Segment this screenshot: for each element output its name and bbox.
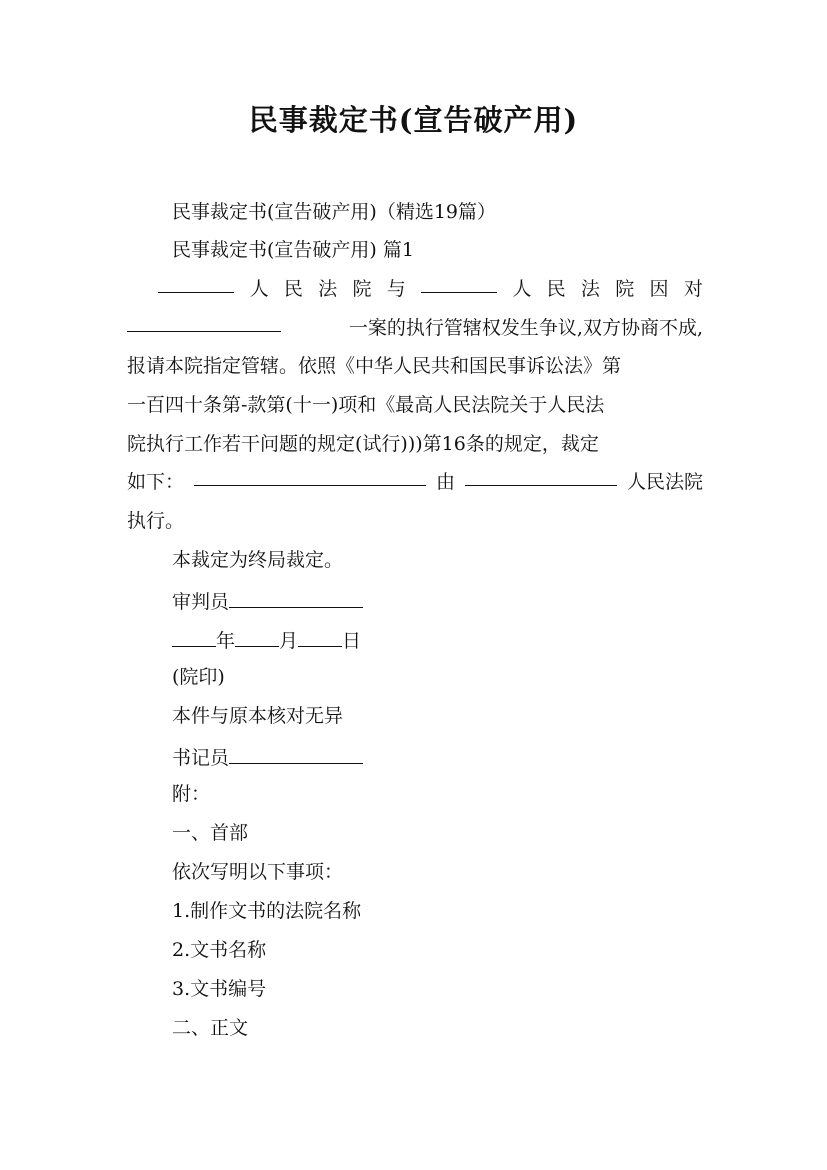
- section-two-heading: 二、正文: [172, 1017, 249, 1039]
- paragraph-char: 与: [386, 278, 406, 300]
- judge-signature-blank: [229, 585, 363, 608]
- paragraph-char: 院: [352, 278, 372, 300]
- paragraph-char: 院: [615, 278, 635, 300]
- court-seal-note: (院印): [172, 666, 225, 688]
- year-blank: [172, 624, 216, 647]
- paragraph-char: 因: [649, 278, 669, 300]
- paragraph-text: 院执行工作若干问题的规定(试行)))第16条的规定，裁定: [127, 432, 599, 455]
- instructions-text: 依次写明以下事项：: [172, 861, 344, 883]
- paragraph-line-5: [127, 425, 703, 464]
- paragraph-text: 如下：: [127, 471, 185, 494]
- ruling-blank-2: [465, 463, 617, 486]
- section-heading: 民事裁定书(宣告破产用) 篇1: [172, 239, 414, 261]
- list-item: 3.文书编号: [172, 978, 267, 1000]
- paragraph-char: 人: [512, 278, 532, 300]
- paragraph-text: 报请本院指定管辖。依照《中华人民共和国民事诉讼法》第: [127, 355, 622, 378]
- year-label: 年: [216, 630, 236, 652]
- paragraph-line-3: [127, 347, 703, 386]
- document-title: 民事裁定书(宣告破产用): [248, 103, 579, 137]
- ruling-blank-1: [194, 463, 426, 486]
- clerk-line: [172, 741, 363, 772]
- paragraph-text: 执行。: [127, 510, 185, 533]
- day-blank: [298, 624, 342, 647]
- month-blank: [235, 624, 279, 647]
- document-subtitle: 民事裁定书(宣告破产用)（精选19篇）: [172, 201, 497, 223]
- paragraph-char: 人: [249, 278, 269, 300]
- paragraph-char: 对: [683, 278, 703, 300]
- court-blank-1: [158, 270, 234, 293]
- paragraph-text: 一案的执行管辖权发生争议,双方协商不成,: [348, 316, 703, 339]
- final-ruling: 本裁定为终局裁定。: [172, 549, 344, 571]
- clerk-signature-blank: [229, 741, 363, 764]
- month-label: 月: [279, 630, 299, 652]
- paragraph-line-1: [127, 270, 703, 309]
- paragraph-char: 民: [546, 278, 566, 300]
- judge-line: [172, 585, 363, 616]
- day-label: 日: [342, 630, 362, 652]
- paragraph-text: 由: [435, 471, 455, 494]
- paragraph-line-4: [127, 386, 703, 425]
- paragraph-text: 一百四十条第-款第(十一)项和《最高人民法院关于人民法: [127, 394, 605, 417]
- date-line: [172, 624, 361, 655]
- paragraph-text: 人民法院: [626, 471, 703, 494]
- clerk-label: 书记员: [172, 747, 230, 769]
- paragraph-char: 法: [318, 278, 338, 300]
- paragraph-line-7: [127, 502, 703, 541]
- verification-note: 本件与原本核对无异: [172, 705, 344, 727]
- paragraph-line-6: [127, 463, 703, 502]
- appendix-label: 附：: [172, 783, 211, 805]
- case-blank: [127, 309, 281, 332]
- judge-label: 审判员: [172, 591, 230, 613]
- list-item: 2.文书名称: [172, 939, 267, 961]
- paragraph-char: 法: [580, 278, 600, 300]
- paragraph-line-2: [127, 309, 703, 348]
- section-one-heading: 一、首部: [172, 822, 249, 844]
- ruling-paragraph: [127, 270, 703, 541]
- court-blank-2: [421, 270, 497, 293]
- list-item: 1.制作文书的法院名称: [172, 900, 362, 922]
- paragraph-char: 民: [283, 278, 303, 300]
